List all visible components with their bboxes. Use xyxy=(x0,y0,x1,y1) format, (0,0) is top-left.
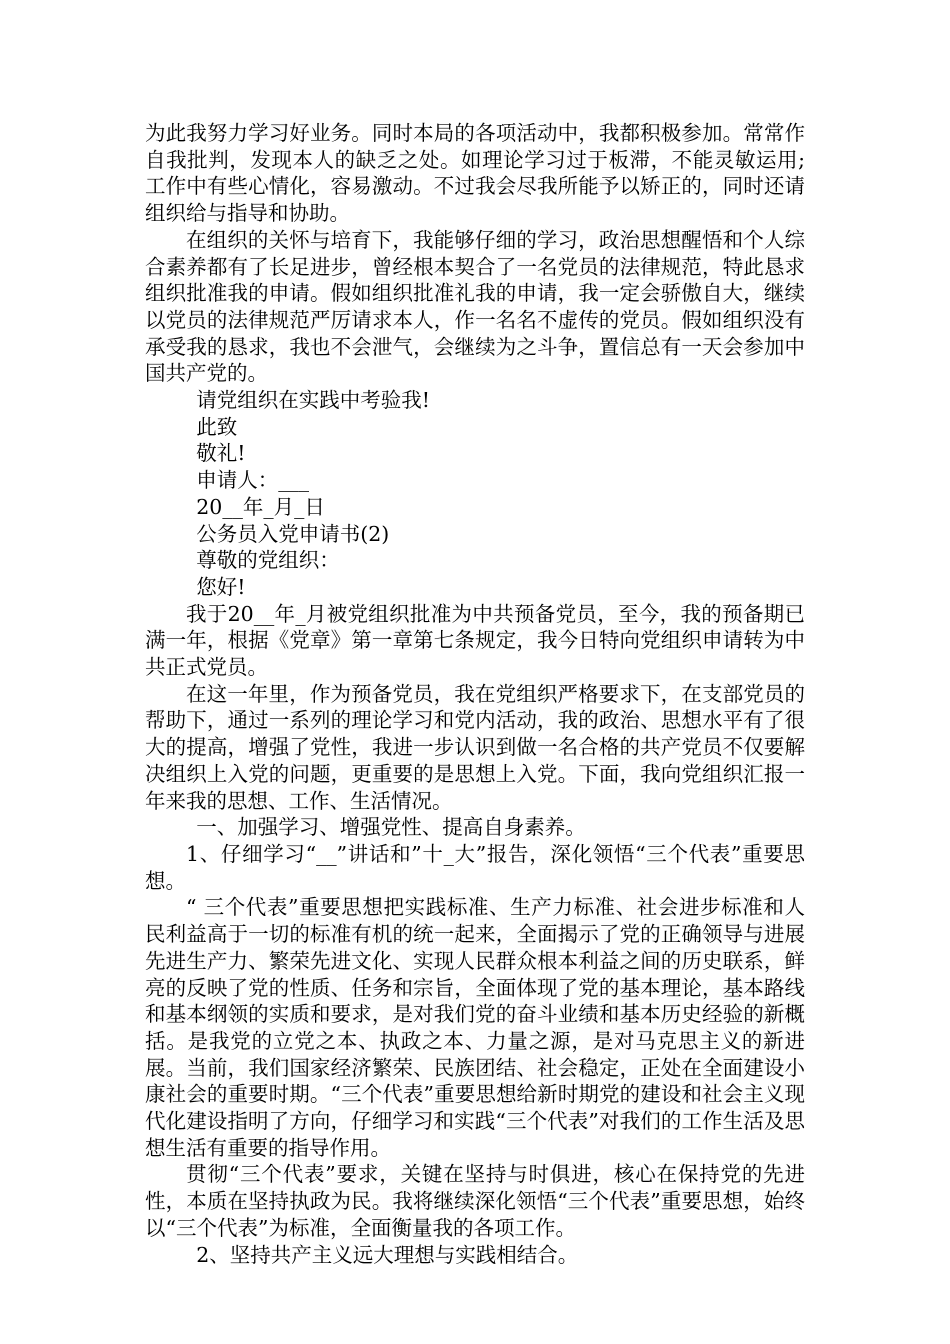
line-greeting: 您好! xyxy=(196,574,246,599)
document-page xyxy=(145,120,805,1268)
heading-item-one: 1、仔细学习“__”讲话和”十_大”报告，深化领悟“三个代表”重要思想。 xyxy=(145,841,805,893)
line-date: 20__年_月_日 xyxy=(196,494,325,519)
line-cizhi: 此致 xyxy=(196,414,238,439)
paragraph-implement: 贯彻“三个代表”要求，关键在坚持与时俱进，核心在保持党的先进性，本质在坚持执政为民。我将继续深化领悟“三个代表”重要思想，始终以“三个代表”为标准，全面衡量我的各项工作。 xyxy=(145,1162,805,1240)
line-salutation: 尊敬的党组织： xyxy=(196,548,340,573)
paragraph-growth-request: 在组织的关怀与培育下，我能够仔细的学习，政治思想醒悟和个人综合素养都有了长足进步，曾经根本契合了一名党员的法律规范，特此恳求组织批准我的申请。假如组织批准礼我的申请，我一定会骄傲自大，继续以党员的法律规范严厉请求本人，作一名名不虚传的党员。假如组织没有承受我的恳求，我也不会泄气，会继续为之斗争，置信总有一天会参加中国共产党的。 xyxy=(145,227,805,386)
paragraph-three-represents: “ 三个代表”重要思想把实践标准、生产力标准、社会进步标准和人民利益高于一切的标准有机的统一起来，全面揭示了党的正确领导与进展先进生产力、繁荣先进文化、实现人民群众根本利益之间的历史联系，鲜亮的反映了党的性质、任务和宗旨，全面体现了党的基本理论，基本路线和基本纲领的实质和要求，是对我们党的奋斗业绩和基本历史经验的新概括。是我党的立党之本、执政之本、力量之源，是对马克思主义的新进展。当前，我们国家经济繁荣、民族团结、社会稳定，正处在全面建设小康社会的重要时期。“三个代表”重要思想给新时期党的建设和社会主义现代化建设指明了方向，仔细学习和实践“三个代表”对我们的工作生活及思想生活有重要的指导作用。 xyxy=(145,895,805,1160)
heading-section-one: 一、加强学习、增强党性、提高自身素养。 xyxy=(196,815,586,840)
heading-item-two: 2、坚持共产主义远大理想与实践相结合。 xyxy=(196,1242,579,1267)
paragraph-work-study: 为此我努力学习好业务。同时本局的各项活动中，我都积极参加。常常作自我批判，发现本人的缺乏之处。如理论学习过于板滞，不能灵敏运用;工作中有些心情化，容易激动。不过我会尽我所能予以矫正的，同时还请组织给与指导和协助。 xyxy=(145,121,805,226)
line-test-me: 请党组织在实践中考验我! xyxy=(196,388,430,413)
line-applicant: 申请人：___ xyxy=(196,468,309,493)
paragraph-probation: 我于20__年_月被党组织批准为中共预备党员，至今，我的预备期已满一年，根据《党章》第一章第七条规定，我今日特向党组织申请转为中共正式党员。 xyxy=(145,601,805,680)
line-jingli: 敬礼! xyxy=(196,441,246,466)
line-letter-title: 公务员入党申请书(2) xyxy=(196,521,390,546)
paragraph-this-year: 在这一年里，作为预备党员，我在党组织严格要求下，在支部党员的帮助下，通过一系列的理论学习和党内活动，我的政治、思想水平有了很大的提高，增强了党性，我进一步认识到做一名合格的共产党员不仅要解决组织上入党的问题，更重要的是思想上入党。下面，我向党组织汇报一年来我的思想、工作、生活情况。 xyxy=(145,681,805,813)
